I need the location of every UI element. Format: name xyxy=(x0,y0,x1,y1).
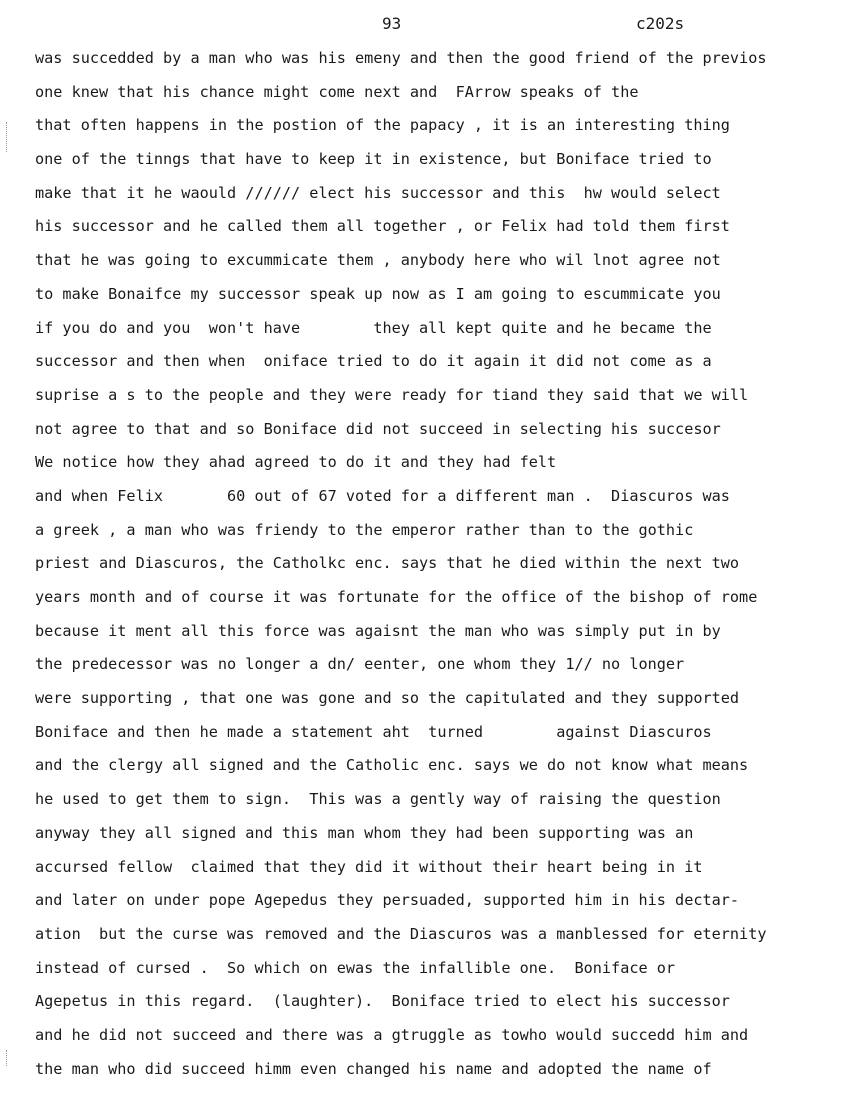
text-line: his successor and he called them all together , or Felix had told them first xyxy=(35,217,730,236)
text-line: suprise a s to the people and they were ready for tiand they said that we will xyxy=(35,385,749,404)
text-line: that he was going to excummicate them , anybody here who wil lnot agree not xyxy=(35,251,721,270)
text-line: that often happens in the postion of the papacy , it is an interesting thing xyxy=(35,116,730,135)
text-line: and later on under pope Agepedus they persuaded, supported him in his dectar- xyxy=(35,891,740,910)
text-line: one of the tinngs that have to keep it in existence, but Boniface tried to xyxy=(35,150,712,169)
text-line: and he did not succeed and there was a gtruggle as towho would succedd him and xyxy=(35,1025,749,1044)
text-line: and the clergy all signed and the Catholic enc. says we do not know what means xyxy=(35,756,749,775)
text-line: was succedded by a man who was his emeny and then the good friend of the previos xyxy=(35,49,767,67)
text-line: the man who did succeed himm even changed his name and adopted the name of xyxy=(35,1059,712,1078)
page-number: 93 xyxy=(382,14,402,33)
text-line: not agree to that and so Boniface did not succeed in selecting his succesor xyxy=(35,419,721,438)
text-line: successor and then when oniface tried to do it again it did not come as a xyxy=(35,352,712,371)
text-line: a greek , a man who was friendy to the emperor rather than to the gothic xyxy=(35,520,694,539)
page-header xyxy=(0,14,849,38)
text-line: if you do and you won't have they all kept quite and he became the xyxy=(35,318,712,337)
text-line: and when Felix 60 out of 67 voted for a different man . Diascuros was xyxy=(35,486,730,505)
text-line: ation but the curse was removed and the Diascuros was a manblessed for eternity xyxy=(35,924,767,943)
text-line: he used to get them to sign. This was a gently way of raising the question xyxy=(35,790,721,809)
margin-mark xyxy=(6,122,19,152)
text-line: because it ment all this force was agaisnt the man who was simply put in by xyxy=(35,621,721,640)
text-line: one knew that his chance might come next and FArrow speaks of the xyxy=(35,82,639,101)
text-line: accursed fellow claimed that they did it without their heart being in it xyxy=(35,857,703,876)
text-line: anyway they all signed and this man whom they had been supporting was an xyxy=(35,823,694,842)
margin-mark xyxy=(6,1050,19,1066)
text-line: Boniface and then he made a statement aht turned against Diascuros xyxy=(35,722,712,741)
body-text xyxy=(35,42,845,1086)
text-line: years month and of course it was fortunate for the office of the bishop of rome xyxy=(35,588,758,606)
text-line: instead of cursed . So which on ewas the infallible one. Boniface or xyxy=(35,958,676,977)
text-line: to make Bonaifce my successor speak up now as I am going to escummicate you xyxy=(35,284,721,303)
text-line: the predecessor was no longer a dn/ eenter, one whom they 1// no longer xyxy=(35,655,685,674)
text-line: Agepetus in this regard. (laughter). Boniface tried to elect his successor xyxy=(35,992,730,1011)
text-line: were supporting , that one was gone and so the capitulated and they supported xyxy=(35,689,740,708)
document-code: c202s xyxy=(636,14,685,33)
text-line: priest and Diascuros, the Catholkc enc. says that he died within the next two xyxy=(35,554,740,573)
text-line: We notice how they ahad agreed to do it and they had felt xyxy=(35,453,557,472)
text-line: make that it he waould ////// elect his successor and this hw would select xyxy=(35,183,721,202)
